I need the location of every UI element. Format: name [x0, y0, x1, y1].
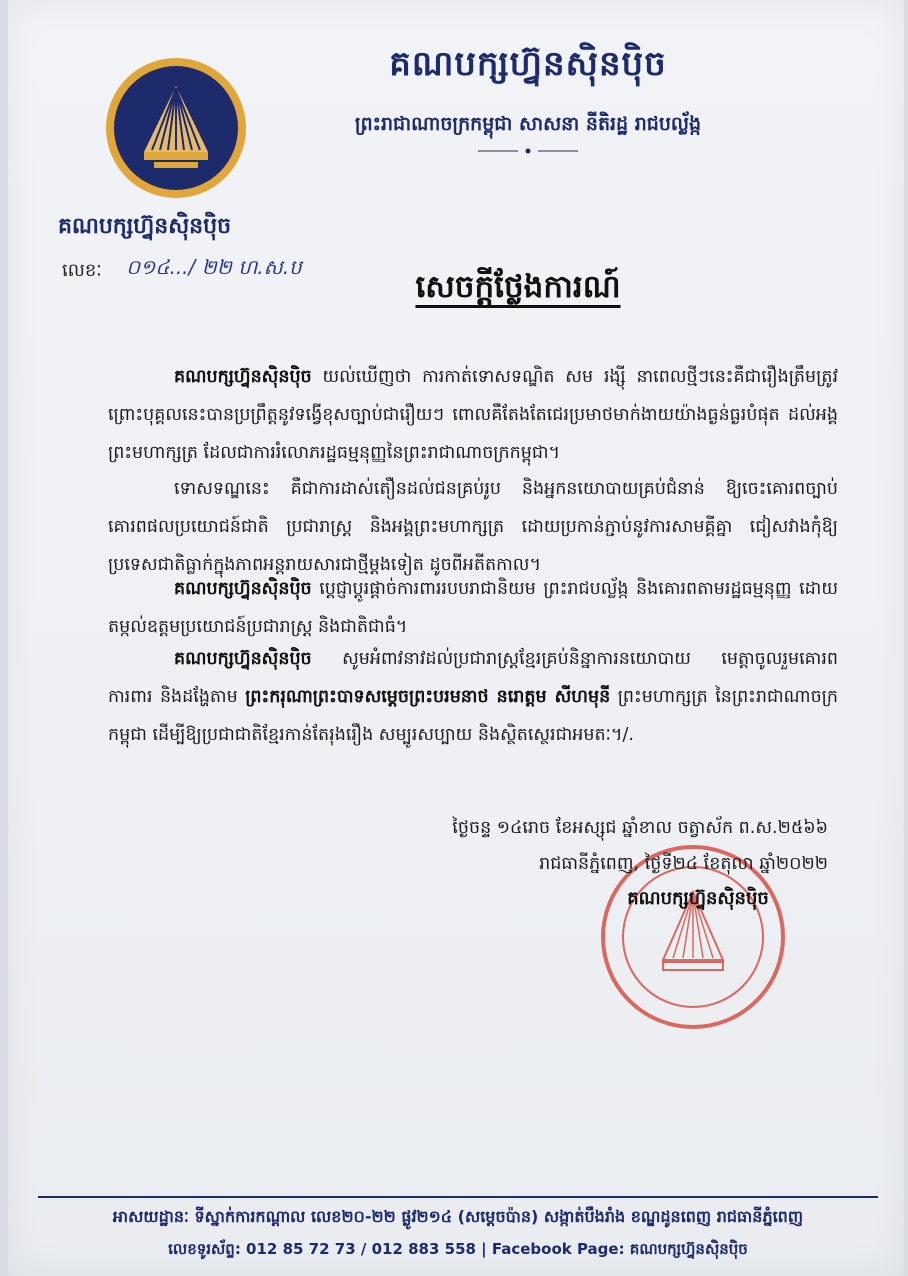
paragraph-1-party: គណបក្សហ្វ៊ុនស៊ិនប៉ិច	[174, 367, 312, 387]
paragraph-4	[108, 640, 838, 754]
party-name-header: គណបក្សហ្វ៊ុនស៊ិនប៉ិច	[389, 44, 667, 84]
date-lunar: ថ្ងៃចន្ទ ១៤រោច ខែអស្សុជ ឆ្នាំខាល ចត្វាស័ក ព.ស.២៥៦៦	[452, 818, 828, 838]
footer-address: អាសយដ្ឋានៈ ទីស្នាក់ការកណ្តាល លេខ២០-២២ ផ្លូវ២១៤ (សម្តេចប៉ាន) សង្កាត់បឹងរាំង ខណ្ឌដូនពេញ រាជធានីភ្នំពេញ	[112, 1207, 804, 1226]
paragraph-3-party: គណបក្សហ្វ៊ុនស៊ិនប៉ិច	[174, 579, 312, 599]
paragraph-2-text: ទោសទណ្ឌនេះ គឺជាការដាស់តឿនដល់ជនគ្រប់រូប និងអ្នកនយោបាយគ្រប់ជំនាន់ ឱ្យចេះគោរពច្បាប់ គោរពផលប្រយោជន៍ជាតិ ប្រជារាស្ត្រ និងអង្គព្រះមហាក្សត្រ ដោយប្រកាន់ភ្ជាប់នូវការសាមគ្គីគ្នា ជៀសវាងកុំឱ្យប្រទេសជាតិធ្លាក់ក្នុងភាពអន្តរាយសារជាថ្មីម្តងទៀត ដូចពីអតីតកាល។	[108, 479, 838, 575]
paragraph-4-party: គណបក្សហ្វ៊ុនស៊ិនប៉ិច	[174, 649, 312, 669]
paragraph-4-text-b: ព្រះមហាក្សត្រ នៃព្រះរាជាណាចក្រកម្ពុជា ដើម្បីឱ្យប្រជាជាតិខ្មែរកាន់តែរុងរឿង សម្បូរសប្បាយ និងស្ថិតស្ថេរជាអមតៈ។/.	[108, 687, 838, 745]
paragraph-1-text: យល់ឃើញថា ការកាត់ទោសទណ្ឌិត សម រង្ស៊ី នាពេលថ្មីៗនេះគឺជារឿងត្រឹមត្រូវ ព្រោះបុគ្គលនេះបានប្រព្រឹត្តនូវទង្វើខុសច្បាប់ជារឿយៗ ពោលគឺតែងតែជេរប្រមាថមាក់ងាយយ៉ាងធ្ងន់ធ្ងរបំផុត ដល់អង្គព្រះមហាក្សត្រ ដែលជាការរំលោភរដ្ឋធម្មនុញ្ញនៃព្រះរាជាណាចក្រកម្ពុជា។	[108, 367, 838, 463]
paragraph-3	[108, 570, 838, 646]
document-title: សេចក្តីថ្លែងការណ៍	[415, 269, 621, 305]
reference-number: ០១៤.../ ២២ ហ.ស.ប	[126, 255, 302, 279]
paragraph-3-text: ប្តេជ្ញាប្តូរផ្តាច់ការពាររបបរាជានិយម ព្រះរាជបល្ល័ង្ក និងគោរពតាមរដ្ឋធម្មនុញ្ញ ដោយតម្កល់ឧត្តមប្រយោជន៍ប្រជារាស្ត្រ និងជាតិជាធំ។	[108, 579, 838, 637]
party-logo-icon	[104, 56, 248, 200]
paragraph-4-king: ព្រះករុណាព្រះបាទសម្តេចព្រះបរមនាថ នរោត្តម សីហមុនី	[245, 687, 611, 707]
document-page	[8, 0, 904, 1276]
national-motto: ព្រះរាជាណាចក្រកម្ពុជា សាសនា នីតិរដ្ឋ រាជបល្ល័ង្ក	[354, 113, 702, 135]
date-solar: រាជធានីភ្នំពេញ, ថ្ងៃទី២៤ ខែតុលា ឆ្នាំ២០២២	[539, 854, 828, 874]
footer-divider	[38, 1196, 878, 1198]
footer-contact: លេខទូរស័ព្ទ: 012 85 72 73 / 012 883 558 | Facebook Page: គណបក្សហ្វ៊ុនស៊ិនប៉ិច	[168, 1240, 748, 1258]
reference-label: លេខៈ	[62, 260, 102, 281]
signatory-party: គណបក្សហ្វ៊ុនស៊ិនប៉ិច	[627, 888, 769, 909]
paragraph-2	[108, 470, 838, 584]
left-party-name: គណបក្សហ្វ៊ុនស៊ិនប៉ិច	[58, 214, 232, 239]
paragraph-1	[108, 358, 838, 472]
paragraph-4-text-a: សូមអំពាវនាវដល់ប្រជារាស្ត្រខ្មែរគ្រប់និន្នាការនយោបាយ មេត្តាចូលរួមគោរព ការពារ និងដង្ហែតាម	[108, 649, 838, 707]
divider-ornament-icon	[478, 148, 578, 154]
